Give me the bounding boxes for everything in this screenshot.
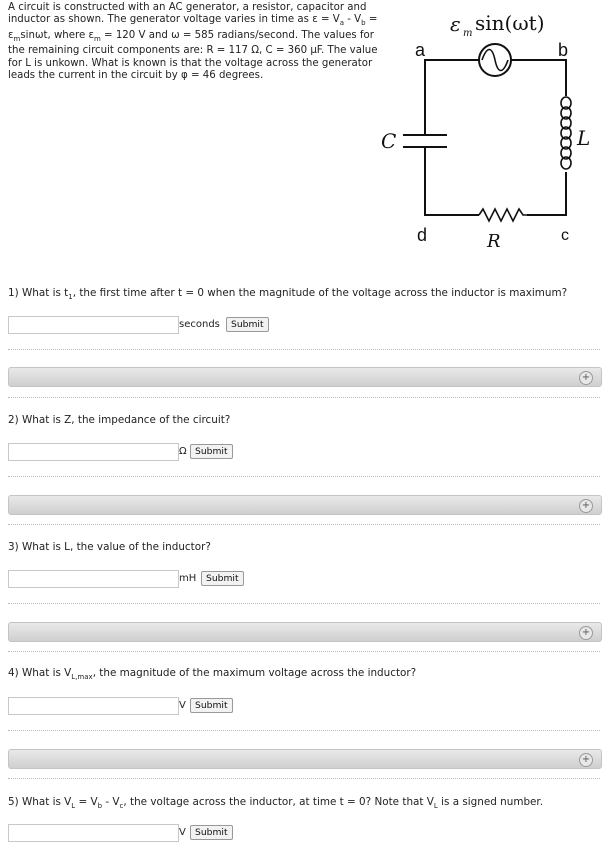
unit-label-3: mH	[179, 573, 197, 584]
node-d-label: d	[417, 225, 428, 245]
answer-input-4[interactable]	[8, 697, 179, 715]
wire-bottom-left	[425, 147, 479, 215]
expand-bar-1[interactable]	[8, 367, 602, 387]
divider	[8, 603, 600, 604]
plus-circle-icon[interactable]: +	[579, 371, 593, 385]
question-3-text: 3) What is L, the value of the inductor?	[8, 541, 211, 553]
source-expression: sin(ωt)	[475, 11, 545, 35]
divider	[8, 397, 600, 398]
submit-button-2[interactable]: Submit	[190, 444, 233, 459]
question-5-text: 5) What is $V_L = V_b - V_c$, the voltage across the inductor, at time t = 0? Note that $V_L$ is a signed number.	[8, 796, 544, 811]
wire-top-right	[511, 60, 566, 96]
resistor	[479, 209, 527, 221]
divider	[8, 349, 600, 350]
answer-input-5[interactable]	[8, 824, 179, 842]
answer-input-1[interactable]	[8, 316, 179, 334]
unit-label-2: Ω	[179, 446, 187, 457]
expand-bar-4[interactable]	[8, 749, 602, 769]
submit-button-4[interactable]: Submit	[190, 698, 233, 713]
node-a-label: a	[415, 40, 426, 60]
divider	[8, 524, 600, 525]
inductor	[561, 97, 571, 169]
divider	[8, 651, 600, 652]
node-b-label: b	[558, 40, 569, 60]
answer-input-2[interactable]	[8, 443, 179, 461]
inductor-label: L	[577, 126, 591, 150]
expand-bar-2[interactable]	[8, 495, 602, 515]
ac-source	[479, 44, 511, 76]
divider	[8, 778, 600, 779]
resistor-label: R	[487, 231, 501, 252]
submit-button-1[interactable]: Submit	[226, 317, 269, 332]
submit-button-3[interactable]: Submit	[201, 571, 244, 586]
submit-button-5[interactable]: Submit	[190, 825, 233, 840]
plus-circle-icon[interactable]: +	[579, 753, 593, 767]
question-1-text: 1) What is $t_1$, the first time after t = 0 when the magnitude of the voltage across the inductor is maximum?	[8, 287, 568, 302]
unit-label-4: V	[179, 700, 186, 711]
question-2-text: 2) What is Z, the impedance of the circuit?	[8, 414, 231, 426]
source-label: ε	[450, 12, 461, 36]
unit-label-5: V	[179, 827, 186, 838]
circuit-diagram	[375, 0, 604, 260]
node-c-label: c	[561, 227, 569, 244]
wire-right-bottom	[527, 172, 566, 215]
plus-circle-icon[interactable]: +	[579, 499, 593, 513]
source-subscript: m	[463, 28, 473, 39]
plus-circle-icon[interactable]: +	[579, 626, 593, 640]
divider	[8, 476, 600, 477]
problem-statement: A circuit is constructed with an AC generator, a resistor, capacitor and inductor as shown. The generator voltage varies in time as $\varepsilon = V_a - V_b = \varepsilon_m\sin\omega t$, where $\varepsilon_m = 120$ V and ω = 585 radians/second. The values for the remaining circuit components are: R = 117 Ω, C = 360 μF. The value for L is unkown. What is known is that the voltage across the generator leads the current in the circuit by φ = 46 degrees.	[8, 2, 378, 82]
question-4-text: 4) What is $V_{L,max}$, the magnitude of the maximum voltage across the inductor?	[8, 667, 417, 682]
wire-top-left	[425, 60, 479, 135]
answer-input-3[interactable]	[8, 570, 179, 588]
divider	[8, 730, 600, 731]
expand-bar-3[interactable]	[8, 622, 602, 642]
unit-label-1: seconds	[179, 319, 220, 330]
capacitor-label: C	[381, 129, 397, 153]
capacitor	[403, 135, 447, 147]
